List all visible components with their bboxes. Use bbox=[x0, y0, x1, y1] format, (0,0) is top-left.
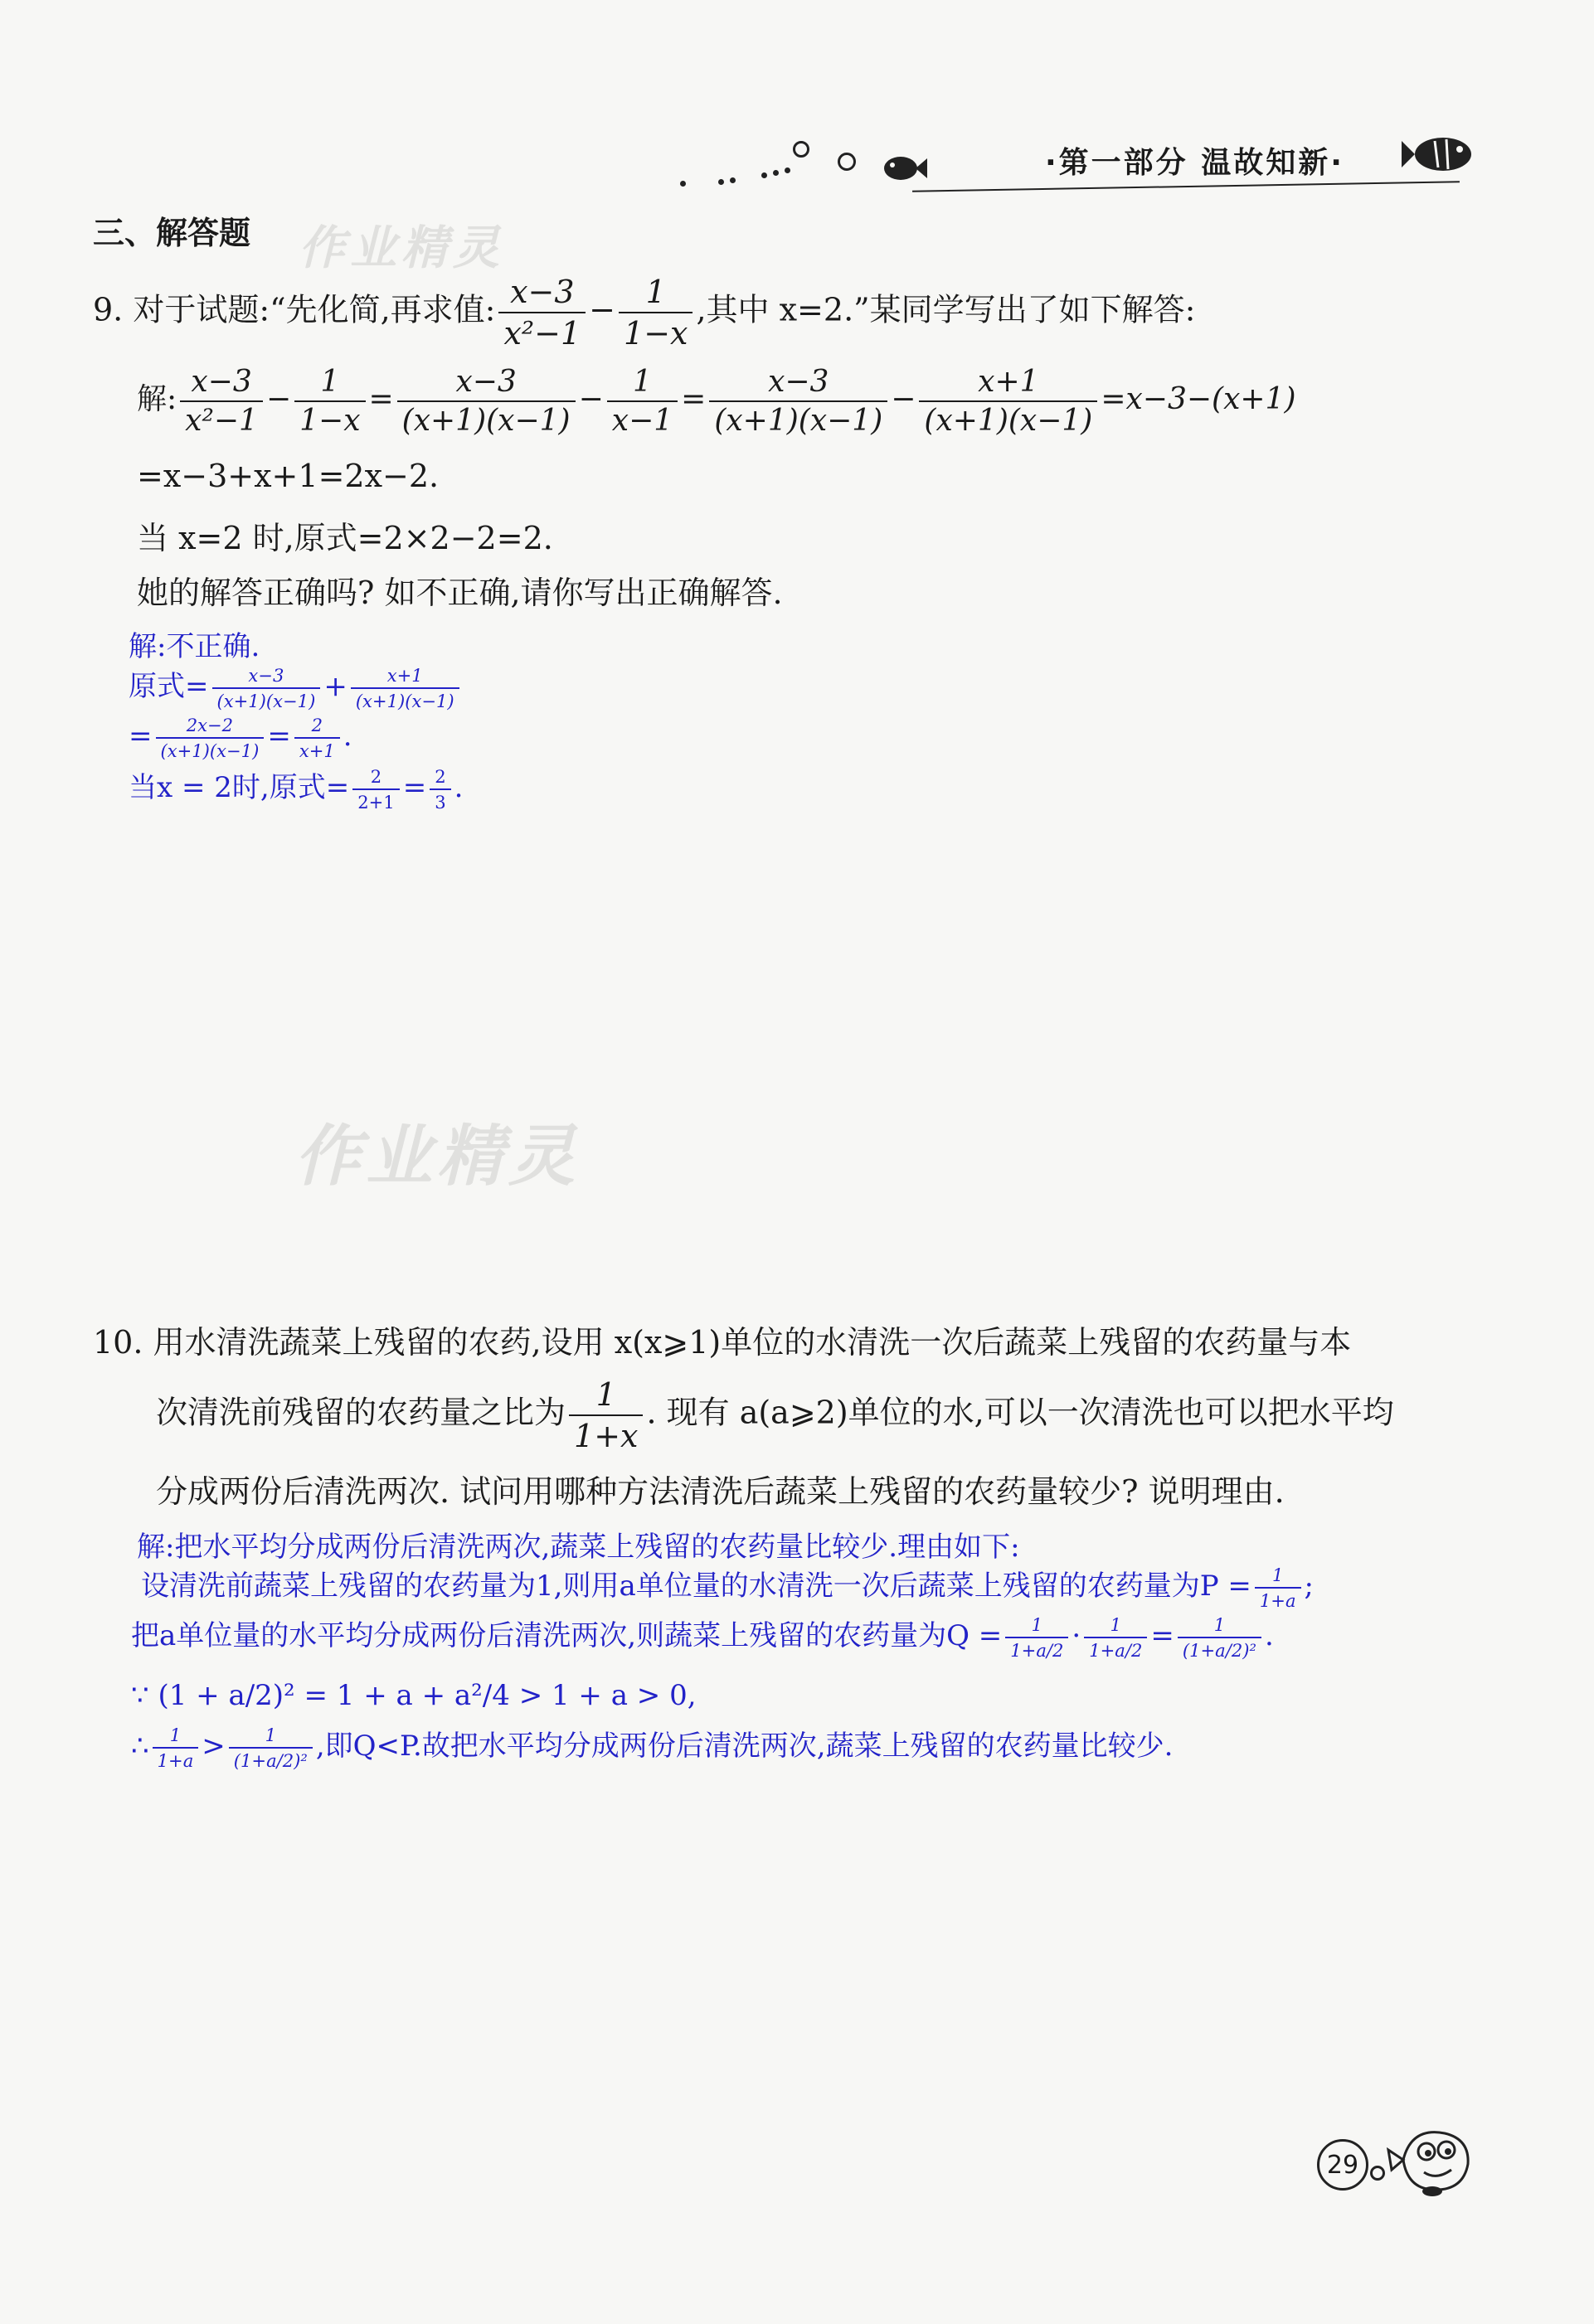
q9-answer-line3 bbox=[129, 715, 352, 761]
header-dot bbox=[773, 170, 779, 176]
fraction bbox=[229, 1725, 313, 1771]
q10-number: 10. bbox=[93, 1324, 143, 1361]
header-dot bbox=[718, 179, 724, 185]
q9-prompt bbox=[93, 274, 1195, 352]
answer-text: ,即Q<P.故把水平均分成两份后清洗两次,蔬菜上残留的农药量比较少. bbox=[315, 1730, 1174, 1763]
fraction bbox=[397, 365, 576, 438]
expression-tail: =x−3−(x+1) bbox=[1101, 382, 1296, 416]
fraction bbox=[153, 1725, 199, 1771]
header-line bbox=[912, 181, 1460, 192]
header-dot bbox=[730, 177, 736, 183]
solution-label: 解: bbox=[137, 382, 177, 416]
fraction-numerator: x+1 bbox=[386, 665, 423, 686]
q9-question-line: 她的解答正确吗? 如不正确,请你写出正确解答. bbox=[137, 575, 783, 611]
fraction bbox=[1084, 1614, 1147, 1661]
fraction bbox=[1178, 1614, 1261, 1661]
fraction-denominator: 1−x bbox=[294, 400, 365, 438]
operator: = bbox=[1150, 1619, 1174, 1652]
fraction bbox=[709, 365, 887, 438]
fraction bbox=[294, 715, 340, 761]
answer-text: 原式= bbox=[129, 670, 209, 703]
q10-answer-line4: ∵ (1 + a/2)² = 1 + a + a²/4 > 1 + a > 0, bbox=[131, 1679, 697, 1712]
fish-icon bbox=[879, 153, 927, 183]
q9-answer-line1: 解:不正确. bbox=[129, 630, 260, 663]
fraction-numerator: x−3 bbox=[510, 274, 575, 310]
operator: · bbox=[1072, 1619, 1081, 1652]
operator: = bbox=[402, 771, 427, 804]
fraction-numerator: x−3 bbox=[455, 365, 517, 399]
fraction-numerator: 2x−2 bbox=[186, 715, 234, 735]
fraction bbox=[180, 365, 263, 438]
operator: ∴ bbox=[131, 1730, 149, 1763]
q9-prompt-text: ,其中 x=2.”某同学写出了如下解答: bbox=[696, 291, 1196, 328]
operator: > bbox=[202, 1730, 226, 1763]
q10-line1 bbox=[93, 1317, 1351, 1362]
q10-answer-line5 bbox=[131, 1723, 1173, 1771]
fraction-denominator: (x+1)(x−1) bbox=[156, 737, 265, 761]
fraction-numerator: x+1 bbox=[978, 365, 1039, 399]
fraction bbox=[294, 365, 365, 438]
fraction-numerator: 1 bbox=[645, 274, 666, 310]
punctuation: . bbox=[343, 720, 352, 753]
fraction-denominator: 1+x bbox=[569, 1414, 643, 1454]
fraction-numerator: 1 bbox=[1031, 1614, 1043, 1635]
operator: = bbox=[129, 720, 153, 753]
fraction bbox=[569, 1376, 643, 1454]
q9-answer-line4 bbox=[129, 764, 463, 813]
q10-answer-line1: 解:把水平均分成两份后清洗两次,蔬菜上残留的农药量比较少.理由如下: bbox=[137, 1531, 1020, 1564]
fraction-denominator: 2+1 bbox=[352, 788, 399, 813]
fraction-numerator: 1 bbox=[265, 1725, 277, 1745]
q9-solution-line1: 解: $\frac{x-3}{\text{x²−1}}$ − $\frac{1}{1-x}$ = $\frac{x-3}{(x+1)(x-1)}$ − $\frac{1}{x-1}$ = $\frac{x-3}{(x+1)(x-1)}$ − $\frac{x+1}{(x+1)(x-1)}$ =x−3−(x+1) bbox=[137, 365, 1296, 438]
fraction bbox=[1005, 1614, 1068, 1661]
fraction-numerator: 1 bbox=[1272, 1565, 1284, 1585]
page-number bbox=[1317, 2139, 1368, 2191]
fraction-numerator: 1 bbox=[595, 1376, 616, 1413]
watermark: 作业精灵 bbox=[294, 1118, 580, 1195]
fraction-numerator: 1 bbox=[320, 365, 340, 399]
fraction bbox=[351, 665, 459, 711]
fraction bbox=[619, 274, 693, 352]
bubble-icon bbox=[1370, 2166, 1385, 2181]
q10-answer-line2 bbox=[141, 1563, 1314, 1611]
fraction-denominator: 1−x bbox=[619, 312, 693, 352]
q10-text: 用水清洗蔬菜上残留的农药,设用 x(x⩾1)单位的水清洗一次后蔬菜上残留的农药量与本 bbox=[153, 1324, 1352, 1361]
fraction-denominator: x²−1 bbox=[498, 312, 586, 352]
q9-answer-line2 bbox=[129, 663, 463, 711]
fraction-numerator: x−3 bbox=[768, 365, 829, 399]
operator: + bbox=[323, 670, 347, 703]
fraction-denominator: 1+a/2 bbox=[1005, 1637, 1068, 1661]
q9-solution-line2: =x−3+x+1=2x−2. bbox=[137, 458, 440, 494]
fraction-numerator: 1 bbox=[633, 365, 652, 399]
fraction-denominator: (x+1)(x−1) bbox=[919, 400, 1097, 438]
answer-text: 当x = 2时,原式= bbox=[129, 771, 350, 804]
q9-number: 9. bbox=[93, 291, 124, 328]
fraction-denominator: 1+a bbox=[153, 1747, 199, 1771]
punctuation: . bbox=[454, 771, 464, 804]
fraction bbox=[430, 766, 450, 813]
fraction-denominator: 1+a/2 bbox=[1084, 1637, 1147, 1661]
punctuation: ; bbox=[1304, 1570, 1314, 1603]
q9-solution-line3: 当 x=2 时,原式=2×2−2=2. bbox=[137, 520, 553, 556]
fraction-denominator: (x+1)(x−1) bbox=[709, 400, 887, 438]
q10-line3: 分成两份后清洗两次. 试问用哪种方法清洗后蔬菜上残留的农药量较少? 说明理由. bbox=[156, 1473, 1285, 1510]
fraction-denominator: x−1 bbox=[607, 400, 678, 438]
header-dot bbox=[785, 167, 790, 173]
operator: = bbox=[267, 720, 291, 753]
fraction-denominator: (x+1)(x−1) bbox=[212, 687, 321, 711]
section-heading: 三、解答题 bbox=[93, 215, 251, 251]
page-number-text: 29 bbox=[1326, 2150, 1359, 2180]
fraction-denominator: x+1 bbox=[294, 737, 340, 761]
q10-text: 次清洗前残留的农药量之比为 bbox=[156, 1394, 566, 1431]
fraction-denominator: 1+a bbox=[1255, 1587, 1301, 1611]
bubble-icon bbox=[838, 153, 856, 171]
watermark: 作业精灵 bbox=[299, 221, 504, 275]
fraction-denominator: (x+1)(x−1) bbox=[351, 687, 459, 711]
answer-text: 把a单位量的水平均分成两份后清洗两次,则蔬菜上残留的农药量为Q = bbox=[131, 1619, 1003, 1652]
fraction-denominator: x²−1 bbox=[180, 400, 263, 438]
header-dot bbox=[761, 172, 767, 178]
q10-answer-line3 bbox=[131, 1613, 1274, 1661]
header-dot bbox=[680, 181, 686, 187]
operator: − bbox=[589, 291, 616, 328]
fraction-numerator: 1 bbox=[169, 1725, 182, 1745]
fraction bbox=[1255, 1565, 1301, 1611]
q10-line2 bbox=[156, 1376, 1394, 1454]
fraction-denominator: (1+a/2)² bbox=[1178, 1637, 1261, 1661]
fraction-numerator: x−3 bbox=[191, 365, 252, 399]
fraction-numerator: x−3 bbox=[248, 665, 284, 686]
fraction-denominator: (x+1)(x−1) bbox=[397, 400, 576, 438]
header-title: ·第一部分 温故知新· bbox=[1045, 146, 1344, 180]
fraction-denominator: (1+a/2)² bbox=[229, 1747, 313, 1771]
fraction-denominator: 3 bbox=[430, 788, 450, 813]
q10-text: . 现有 a(a⩾2)单位的水,可以一次清洗也可以把水平均 bbox=[646, 1394, 1394, 1431]
punctuation: . bbox=[1264, 1619, 1274, 1652]
cartoon-fish-icon bbox=[1387, 2118, 1478, 2201]
bubble-icon bbox=[793, 141, 809, 158]
fraction bbox=[156, 715, 265, 761]
fraction-numerator: 2 bbox=[311, 715, 323, 735]
fraction-numerator: 1 bbox=[1110, 1614, 1121, 1635]
fraction-numerator: 2 bbox=[435, 766, 446, 787]
q9-prompt-text: 对于试题:“先化简,再求值: bbox=[133, 291, 496, 328]
fraction bbox=[498, 274, 586, 352]
fraction bbox=[919, 365, 1097, 438]
fraction bbox=[607, 365, 678, 438]
fraction bbox=[212, 665, 321, 711]
fraction-numerator: 2 bbox=[370, 766, 382, 787]
fraction-numerator: 1 bbox=[1213, 1614, 1226, 1635]
fish-icon bbox=[1402, 133, 1476, 174]
fraction bbox=[352, 766, 399, 813]
answer-text: 设清洗前蔬菜上残留的农药量为1,则用a单位量的水清洗一次后蔬菜上残留的农药量为P = bbox=[141, 1570, 1251, 1603]
